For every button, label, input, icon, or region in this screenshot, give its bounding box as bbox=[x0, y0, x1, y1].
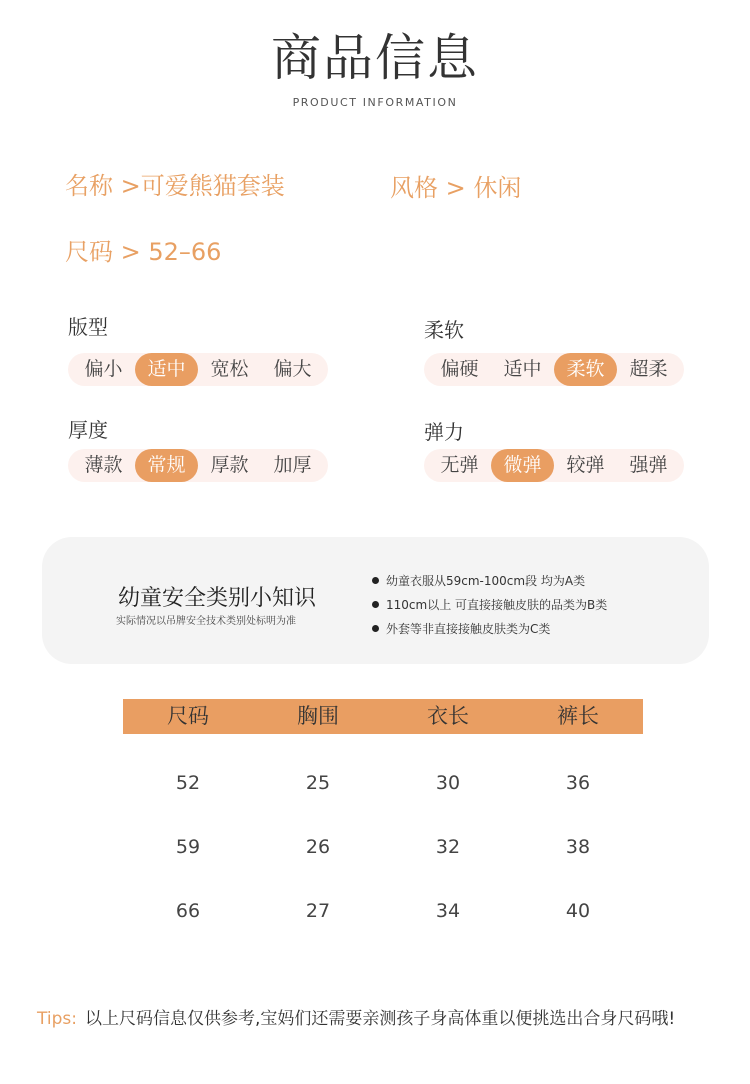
safety-item bbox=[372, 569, 607, 593]
header-cell: 衣长 bbox=[427, 704, 469, 728]
header-cell: 裤长 bbox=[557, 704, 599, 728]
table-cell: 32 bbox=[435, 836, 461, 858]
table-row bbox=[123, 815, 643, 879]
table-row bbox=[123, 879, 643, 943]
table-cell: 66 bbox=[175, 900, 201, 922]
thickness-option: 常规 bbox=[135, 449, 198, 482]
safety-subtitle: 实际情况以吊牌安全技术类别处标明为准 bbox=[116, 616, 296, 627]
table-cell: 27 bbox=[305, 900, 331, 922]
safety-item-text: 外套等非直接接触皮肤类为C类 bbox=[386, 622, 551, 636]
fit-option: 适中 bbox=[135, 353, 198, 386]
softness-options bbox=[424, 353, 684, 386]
safety-item-text: 110cm以上 可直接接触皮肤的品类为B类 bbox=[386, 598, 608, 612]
fit-options bbox=[68, 353, 328, 386]
softness-option: 偏硬 bbox=[440, 358, 479, 380]
tips bbox=[37, 1004, 675, 1029]
table-cell: 30 bbox=[435, 772, 461, 794]
softness-option: 超柔 bbox=[629, 358, 668, 380]
table-cell: 52 bbox=[175, 772, 201, 794]
bullet-icon bbox=[372, 625, 379, 632]
thickness-option: 加厚 bbox=[273, 454, 312, 476]
size-table-header bbox=[123, 699, 643, 734]
fit-option: 偏大 bbox=[273, 358, 312, 380]
fit-option: 宽松 bbox=[210, 358, 249, 380]
elasticity-options bbox=[424, 449, 684, 482]
table-cell: 38 bbox=[565, 836, 591, 858]
softness-option: 适中 bbox=[503, 358, 542, 380]
product-size-range: 尺码 > 52–66 bbox=[65, 238, 222, 266]
attr-label-softness: 柔软 bbox=[424, 318, 464, 342]
elasticity-option: 强弹 bbox=[629, 454, 668, 476]
table-cell: 40 bbox=[565, 900, 591, 922]
size-table bbox=[123, 699, 643, 943]
safety-list bbox=[372, 569, 607, 641]
elasticity-option: 无弹 bbox=[440, 454, 479, 476]
bullet-icon bbox=[372, 601, 379, 608]
table-cell: 59 bbox=[175, 836, 201, 858]
attr-label-elasticity: 弹力 bbox=[424, 420, 464, 444]
table-cell: 36 bbox=[565, 772, 591, 794]
page-title: 商品信息 bbox=[271, 29, 479, 87]
safety-title: 幼童安全类别小知识 bbox=[118, 586, 317, 611]
product-name: 名称 >可爱熊猫套装 bbox=[65, 172, 285, 200]
table-cell: 25 bbox=[305, 772, 331, 794]
attr-label-thickness: 厚度 bbox=[68, 418, 108, 442]
safety-item bbox=[372, 593, 607, 617]
softness-option: 柔软 bbox=[554, 353, 617, 386]
product-style: 风格 > 休闲 bbox=[390, 174, 522, 202]
tips-prefix: Tips: bbox=[37, 1009, 77, 1029]
tips-text: 以上尺码信息仅供参考,宝妈们还需要亲测孩子身高体重以便挑选出合身尺码哦! bbox=[84, 1009, 676, 1029]
thickness-options bbox=[68, 449, 328, 482]
safety-item-text: 幼童衣服从59cm-100cm段 均为A类 bbox=[386, 574, 586, 588]
safety-item bbox=[372, 617, 607, 641]
table-cell: 26 bbox=[305, 836, 331, 858]
attr-label-fit: 版型 bbox=[68, 315, 108, 339]
thickness-option: 厚款 bbox=[210, 454, 249, 476]
elasticity-option: 较弹 bbox=[566, 454, 605, 476]
header-cell: 尺码 bbox=[167, 704, 209, 728]
page-subtitle: PRODUCT INFORMATION bbox=[292, 96, 458, 109]
elasticity-option: 微弹 bbox=[491, 449, 554, 482]
header-cell: 胸围 bbox=[297, 704, 339, 728]
fit-option: 偏小 bbox=[84, 358, 123, 380]
table-row bbox=[123, 751, 643, 815]
safety-info-box bbox=[42, 537, 709, 664]
thickness-option: 薄款 bbox=[84, 454, 123, 476]
table-cell: 34 bbox=[435, 900, 461, 922]
bullet-icon bbox=[372, 577, 379, 584]
